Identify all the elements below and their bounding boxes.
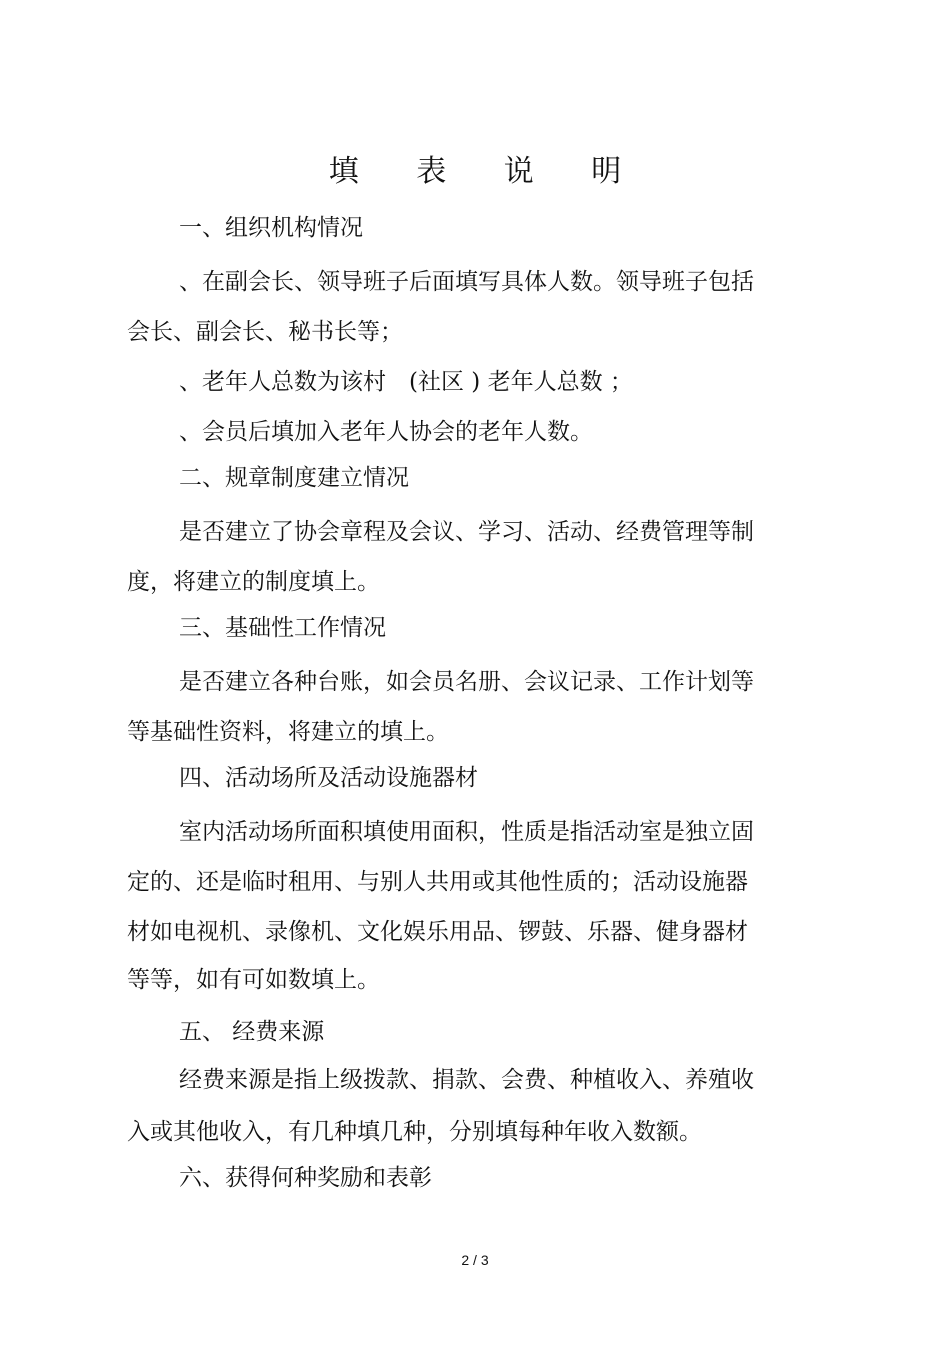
paragraph-line: 材如电视机、录像机、文化娱乐用品、锣鼓、乐器、健身器材	[127, 919, 748, 945]
paragraph-line: 度，将建立的制度填上。	[127, 569, 380, 595]
paragraph-line: 会长、副会长、秘书长等；	[127, 319, 403, 345]
paragraph-line: 等基础性资料，将建立的填上。	[127, 719, 449, 745]
section-heading-6: 六、获得何种奖励和表彰	[179, 1165, 432, 1191]
paragraph-line: 是否建立各种台账，如会员名册、会议记录、工作计划等	[179, 669, 754, 695]
paragraph-line: 、会员后填加入老年人协会的老年人数。	[179, 419, 593, 445]
section-heading-2: 二、规章制度建立情况	[179, 465, 409, 491]
paragraph-line: 经费来源是指上级拨款、捐款、会费、种植收入、养殖收	[179, 1067, 754, 1093]
paragraph-line: 、老年人总数为该村 (社区 ) 老年人总数 ；	[179, 369, 633, 395]
section-heading-3: 三、基础性工作情况	[179, 615, 386, 641]
section-heading-1: 一、组织机构情况	[179, 215, 363, 241]
document-title: 填 表 说 明	[328, 154, 646, 189]
paragraph-line: 是否建立了协会章程及会议、学习、活动、经费管理等制	[179, 519, 754, 545]
paragraph-line: 定的、还是临时租用、与别人共用或其他性质的；活动设施器	[127, 869, 748, 895]
paragraph-line: 入或其他收入，有几种填几种，分别填每种年收入数额。	[127, 1119, 702, 1145]
section-heading-4: 四、活动场所及活动设施器材	[179, 765, 478, 791]
paragraph-line: 等等，如有可如数填上。	[127, 967, 380, 993]
paragraph-line: 室内活动场所面积填使用面积，性质是指活动室是独立固	[179, 819, 754, 845]
paragraph-line: 、在副会长、领导班子后面填写具体人数。领导班子包括	[179, 269, 754, 295]
section-heading-5: 五、 经费来源	[179, 1019, 325, 1045]
page-number: 2 / 3	[461, 1252, 489, 1268]
